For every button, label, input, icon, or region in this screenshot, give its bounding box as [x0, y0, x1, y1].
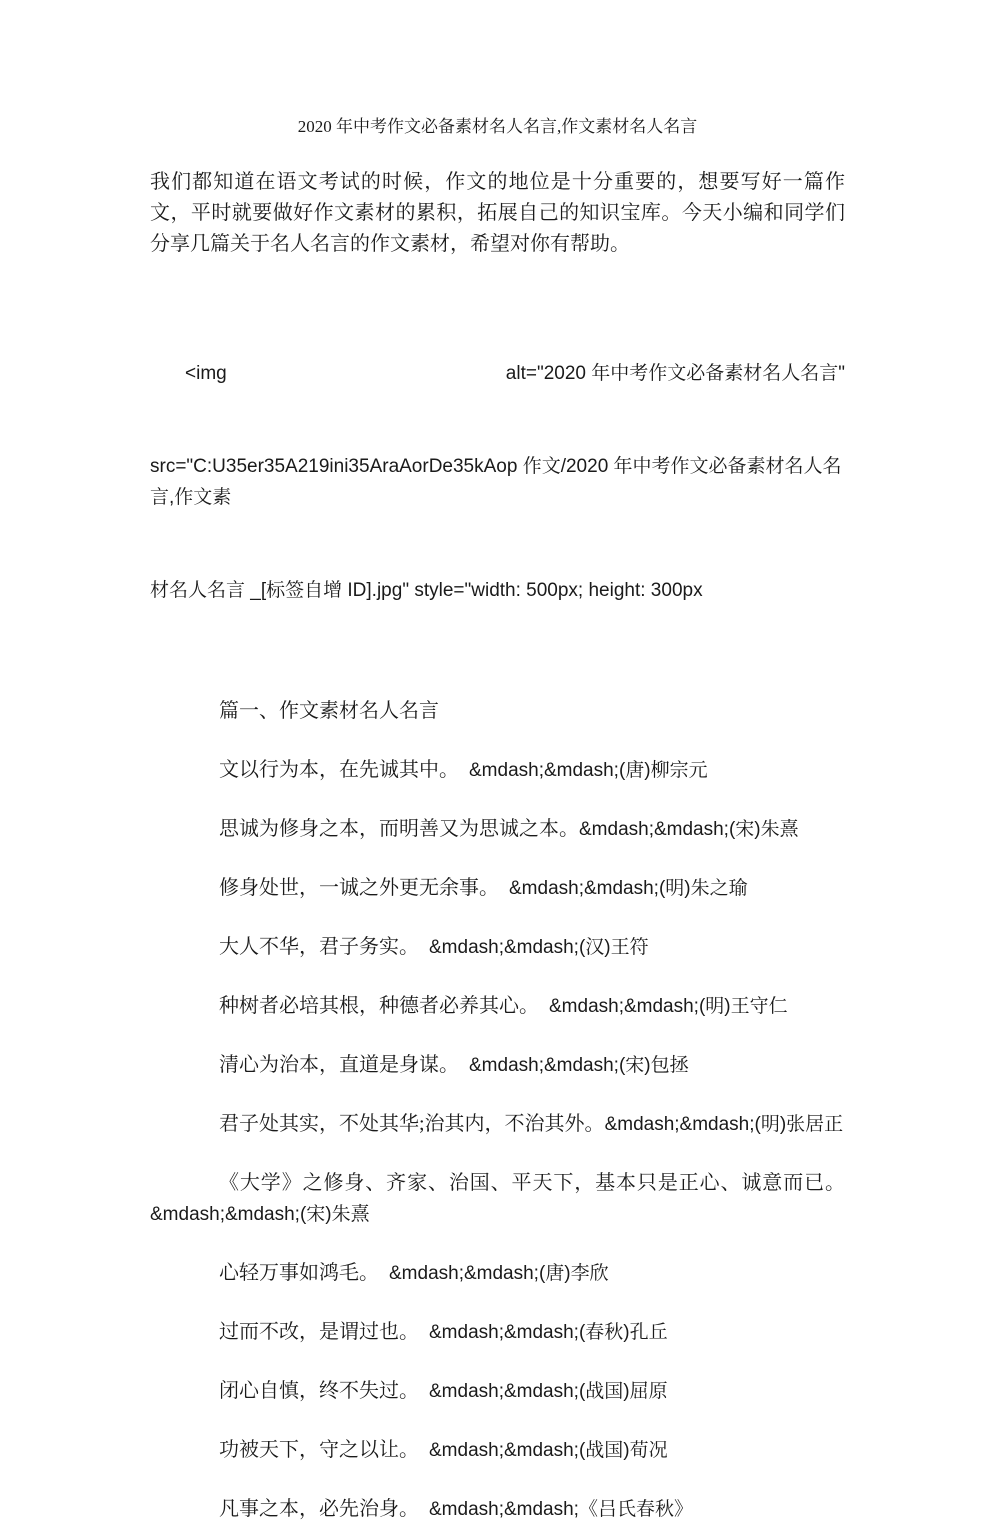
quote-attribution: &mdash;&mdash;(战国)荀况 — [429, 1440, 668, 1461]
quote-paragraph — [150, 1258, 845, 1289]
img-tag-style-text: 材名人名言 _[标签自增 ID].jpg" style="width: 500px; height: 300px — [150, 580, 703, 601]
quote-text: 《大学》之修身、齐家、治国、平天下，基本只是正心、诚意而已。 — [219, 1172, 845, 1194]
quote-attribution: &mdash;&mdash;(明)王守仁 — [549, 996, 788, 1017]
quote-text: 过而不改，是谓过也。 — [219, 1321, 429, 1343]
img-tag-paragraph — [150, 296, 845, 668]
quote-paragraph — [150, 755, 845, 786]
img-tag-open-text: <img — [185, 363, 227, 384]
section-heading: 篇一、作文素材名人名言 — [219, 700, 439, 722]
quote-text: 修身处世，一诚之外更无余事。 — [219, 877, 509, 899]
quote-text: 闭心自慎，终不失过。 — [219, 1380, 429, 1402]
quote-paragraph — [150, 1494, 845, 1525]
quote-attribution: &mdash;&mdash;(战国)屈原 — [429, 1381, 668, 1402]
quote-paragraph — [150, 991, 845, 1022]
quote-paragraph — [150, 932, 845, 963]
img-tag-alt-text: alt="2020 年中考作文必备素材名人名言" — [505, 363, 845, 384]
quote-attribution: &mdash;&mdash;(宋)朱熹 — [579, 819, 799, 840]
quote-text: 种树者必培其根，种德者必养其心。 — [219, 995, 549, 1017]
quote-text: 功被天下，守之以让。 — [219, 1439, 429, 1461]
quote-attribution: &mdash;&mdash;(明)朱之瑜 — [509, 878, 748, 899]
quote-text: 心轻万事如鸿毛。 — [219, 1262, 389, 1284]
quote-paragraph — [150, 1168, 845, 1230]
quote-text: 文以行为本，在先诚其中。 — [219, 759, 469, 781]
quote-text: 大人不华，君子务实。 — [219, 936, 429, 958]
page-title: 2020 年中考作文必备素材名人名言,作文素材名人名言 — [297, 117, 698, 136]
quote-attribution: &mdash;&mdash;(唐)李欣 — [389, 1263, 609, 1284]
img-tag-src-text: src="C:U35er35A219ini35AraAorDe35kAop 作文/2020 年中考作文必备素材名人名言,作文素 — [150, 456, 842, 508]
quote-paragraph — [150, 1317, 845, 1348]
quote-text: 君子处其实，不处其华;治其内，不治其外。 — [219, 1113, 605, 1135]
quotes-list — [150, 755, 845, 1525]
quote-text: 凡事之本，必先治身。 — [219, 1498, 429, 1520]
quote-attribution: &mdash;&mdash;(春秋)孔丘 — [429, 1322, 668, 1343]
quote-paragraph — [150, 1376, 845, 1407]
quote-attribution: &mdash;&mdash;(宋)包拯 — [469, 1055, 689, 1076]
quote-attribution: &mdash;&mdash;《吕氏春秋》 — [429, 1499, 693, 1520]
quote-paragraph — [150, 814, 845, 845]
quote-text: 清心为治本，直道是身谋。 — [219, 1054, 469, 1076]
quote-attribution: &mdash;&mdash;(宋)朱熹 — [150, 1204, 370, 1225]
quote-paragraph — [150, 1050, 845, 1081]
quote-paragraph — [150, 1435, 845, 1466]
img-tag-line-1 — [150, 358, 845, 389]
quote-paragraph — [150, 873, 845, 904]
quote-paragraph — [150, 1109, 845, 1140]
intro-paragraph: 我们都知道在语文考试的时候，作文的地位是十分重要的，想要写好一篇作文，平时就要做好作文素材的累积，拓展自己的知识宝库。今天小编和同学们分享几篇关于名人名言的作文素材，希望对你有帮助。 — [150, 171, 845, 255]
quote-attribution: &mdash;&mdash;(明)张居正 — [604, 1114, 844, 1135]
quote-text: 思诚为修身之本，而明善又为思诚之本。 — [219, 818, 579, 840]
quote-attribution: &mdash;&mdash;(唐)柳宗元 — [469, 760, 708, 781]
quote-attribution: &mdash;&mdash;(汉)王符 — [429, 937, 649, 958]
